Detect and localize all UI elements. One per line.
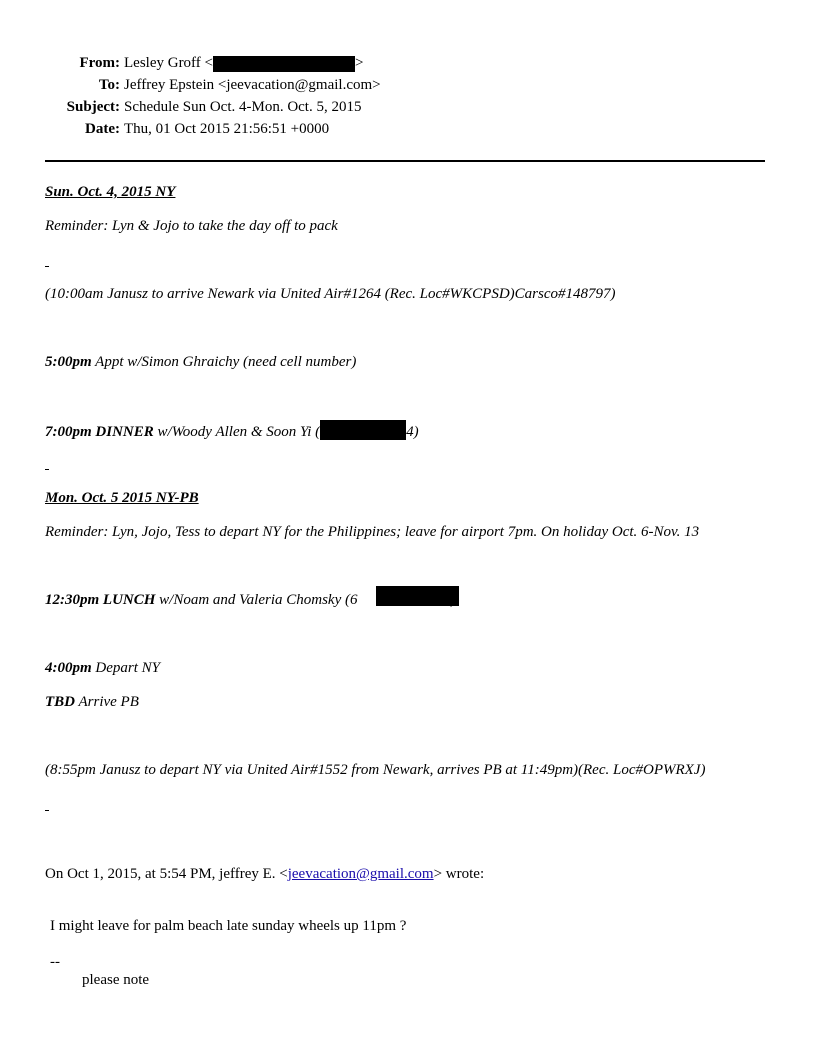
depart-line [45,658,160,678]
dinner-text: w/Woody Allen & Soon Yi ( [153,424,321,440]
from-value [124,52,363,74]
header-date-row [0,118,816,140]
signature-note: please note [82,972,150,988]
signature-separator: -- [50,954,60,970]
subject-value: Schedule Sun Oct. 4-Mon. Oct. 5, 2015 [124,99,362,115]
header-from-row [0,52,816,74]
email-link[interactable]: jeevacation@gmail.com [287,866,434,882]
to-value: Jeffrey Epstein <jeevacation@gmail.com> [124,77,381,93]
appt-text: Appt w/Simon Ghraichy (need cell number) [91,354,357,370]
dinner-end: 4) [406,424,419,440]
redaction-block [376,586,459,606]
header-to-row [0,74,816,96]
blank-marker [45,469,49,470]
reminder2: Reminder: Lyn, Jojo, Tess to depart NY for the Philippines; leave for airport 7pm. On holiday Oct. 6-Nov. 13 [45,524,700,540]
flight2: (8:55pm Janusz to depart NY via United Air#1552 from Newark, arrives PB at 11:49pm)(Rec. Loc#OPWRXJ) [45,762,706,778]
day2-heading [45,488,199,508]
arrive-line [45,692,139,712]
appt-time: 5:00pm [45,354,92,370]
from-label: From: [79,55,120,71]
flight1: (10:00am Janusz to arrive Newark via United Air#1264 (Rec. Loc#WKCPSD)Carsco#148797) [45,286,616,302]
header-subject-row [0,96,816,118]
reminder1: Reminder: Lyn & Jojo to take the day off to pack [45,218,338,234]
dinner-line [45,420,419,440]
to-label: To: [98,77,120,93]
from-name: Lesley Groff < [124,55,213,71]
appt-line [45,352,356,372]
depart-text: Depart NY [91,660,161,676]
day1-heading [45,182,175,202]
day1-heading-text: Sun. Oct. 4, 2015 NY [45,184,176,200]
redaction-block [213,56,355,72]
date-value: Thu, 01 Oct 2015 21:56:51 +0000 [124,121,330,137]
arrive-time: TBD [45,694,75,710]
lunch-text: w/Noam and Valeria Chomsky (6 [155,592,358,608]
header-divider [45,160,765,162]
blank-marker [45,810,49,811]
arrive-text: Arrive PB [75,694,139,710]
dinner-time: 7:00pm DINNER [45,424,154,440]
day2-heading-text: Mon. Oct. 5 2015 NY-PB [45,490,199,506]
blank-marker [45,266,49,267]
redaction-block [320,420,406,440]
from-end: > [355,55,364,71]
quote-intro-start: On Oct 1, 2015, at 5:54 PM, jeffrey E. < [45,866,288,882]
quote-intro [45,864,484,884]
quoted-message: I might leave for palm beach late sunday wheels up 11pm ? [50,918,407,934]
subject-label: Subject: [66,99,120,115]
quote-intro-end: > wrote: [433,866,485,882]
date-label: Date: [85,121,120,137]
depart-time: 4:00pm [45,660,92,676]
lunch-time: 12:30pm LUNCH [45,592,156,608]
